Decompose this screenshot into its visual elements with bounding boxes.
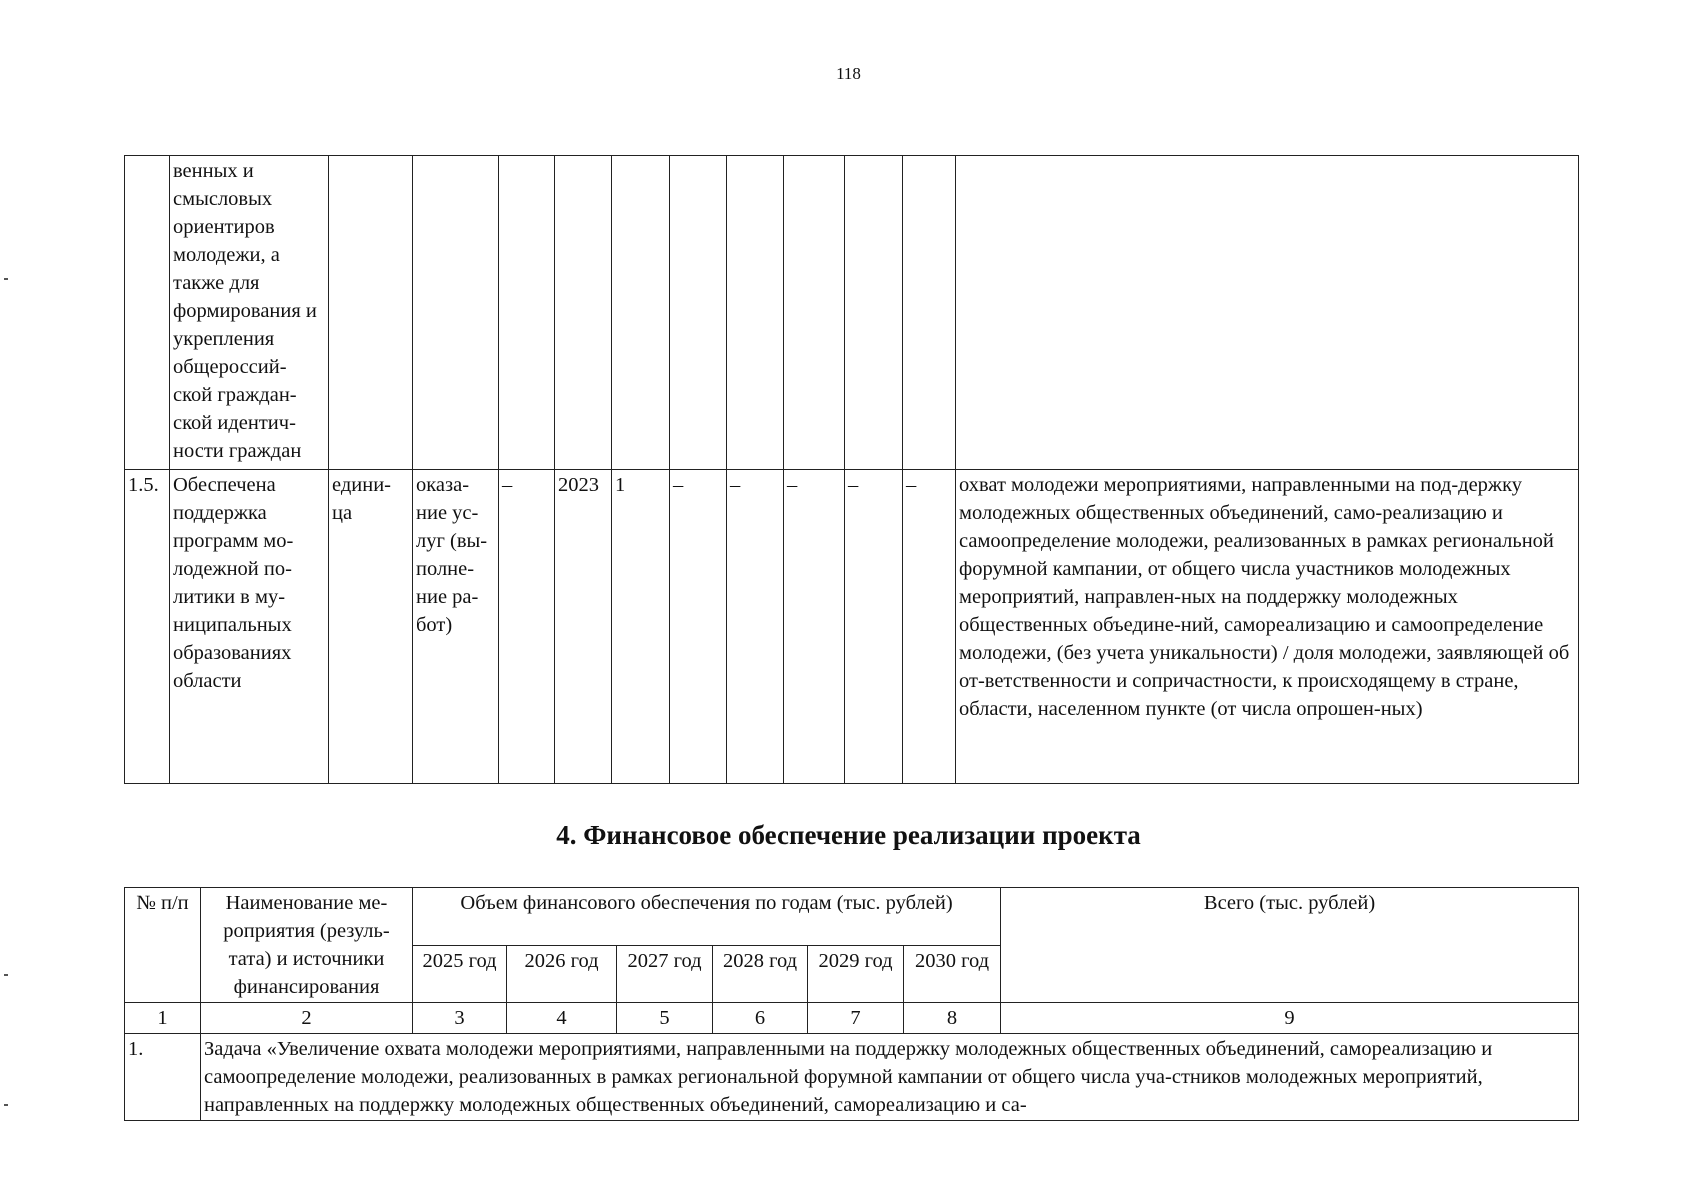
scan-margin-mark xyxy=(4,974,8,976)
base-value-cell xyxy=(499,156,555,470)
column-index: 9 xyxy=(1001,1003,1579,1034)
header-row xyxy=(125,888,1579,946)
base-year-cell xyxy=(555,156,612,470)
header-year: 2030 год xyxy=(904,945,1001,1003)
task-number: 1. xyxy=(125,1034,201,1121)
header-total: Всего (тыс. рублей) xyxy=(1001,888,1579,1003)
column-index: 3 xyxy=(413,1003,507,1034)
indicators-table xyxy=(124,155,1579,784)
row-number: 1.5. xyxy=(125,470,170,784)
header-year: 2026 год xyxy=(507,945,617,1003)
table-row xyxy=(125,470,1579,784)
scan-margin-mark xyxy=(4,278,8,280)
column-index: 5 xyxy=(617,1003,713,1034)
financing-table xyxy=(124,887,1579,1121)
value-cell xyxy=(784,156,845,470)
value-cell xyxy=(903,156,956,470)
value-cell xyxy=(845,156,903,470)
column-index: 7 xyxy=(808,1003,904,1034)
value-cell xyxy=(612,156,670,470)
type-cell: оказа-ние ус-луг (вы-полне-ние ра-бот) xyxy=(413,470,499,784)
value-cell xyxy=(670,156,727,470)
value-cell: – xyxy=(727,470,784,784)
indicator-name: Обеспечена поддержка программ мо-лодежной по-литики в му-ниципальных образованиях области xyxy=(170,470,329,784)
value-cell: – xyxy=(670,470,727,784)
header-year: 2029 год xyxy=(808,945,904,1003)
value-cell: – xyxy=(845,470,903,784)
column-index: 4 xyxy=(507,1003,617,1034)
header-num: № п/п xyxy=(125,888,201,1003)
scan-margin-mark xyxy=(4,1104,8,1106)
unit-cell: едини-ца xyxy=(329,470,413,784)
header-name: Наименование ме-роприятия (резуль-тата) и источники финансирования xyxy=(201,888,413,1003)
value-cell: 1 xyxy=(612,470,670,784)
column-index: 6 xyxy=(713,1003,808,1034)
column-index: 2 xyxy=(201,1003,413,1034)
base-year-cell: 2023 xyxy=(555,470,612,784)
type-cell xyxy=(413,156,499,470)
indicator-name: венных и смысловых ориентиров молодежи, а также для формирования и укрепления общероссий-ской граждан-ской идентич-ности граждан xyxy=(170,156,329,470)
header-volume: Объем финансового обеспечения по годам (тыс. рублей) xyxy=(413,888,1001,946)
column-index: 8 xyxy=(904,1003,1001,1034)
description-cell: охват молодежи мероприятиями, направленными на под-держку молодежных общественных объединений, само-реализацию и самоопределение молодежи, реализованных в рамках региональной форумной кампании, от общего числа участников молодежных мероприятий, направлен-ных на поддержку молодежных общественных объедине-ний, самореализацию и самоопределение молодежи, (без учета уникальности) / доля молодежи, заявляющей об от-ветственности и сопричастности, к происходящему в стране, области, населенном пункте (от числа опрошен-ных) xyxy=(956,470,1579,784)
column-index-row xyxy=(125,1003,1579,1034)
base-value-cell: – xyxy=(499,470,555,784)
value-cell xyxy=(727,156,784,470)
row-number xyxy=(125,156,170,470)
task-text: Задача «Увеличение охвата молодежи мероприятиями, направленными на поддержку молодежных общественных объединений, самореализацию и самоопределение молодежи, реализованных в рамках региональной форумной кампании от общего числа уча-стников молодежных мероприятий, направленных на поддержку молодежных общественных объединений, самореализацию и са- xyxy=(201,1034,1579,1121)
header-year: 2027 год xyxy=(617,945,713,1003)
table-row xyxy=(125,156,1579,470)
description-cell xyxy=(956,156,1579,470)
header-year: 2028 год xyxy=(713,945,808,1003)
value-cell: – xyxy=(784,470,845,784)
unit-cell xyxy=(329,156,413,470)
header-year: 2025 год xyxy=(413,945,507,1003)
column-index: 1 xyxy=(125,1003,201,1034)
value-cell: – xyxy=(903,470,956,784)
task-row xyxy=(125,1034,1579,1121)
page-number: 118 xyxy=(836,64,861,83)
section-heading: 4. Финансовое обеспечение реализации проекта xyxy=(556,820,1141,850)
